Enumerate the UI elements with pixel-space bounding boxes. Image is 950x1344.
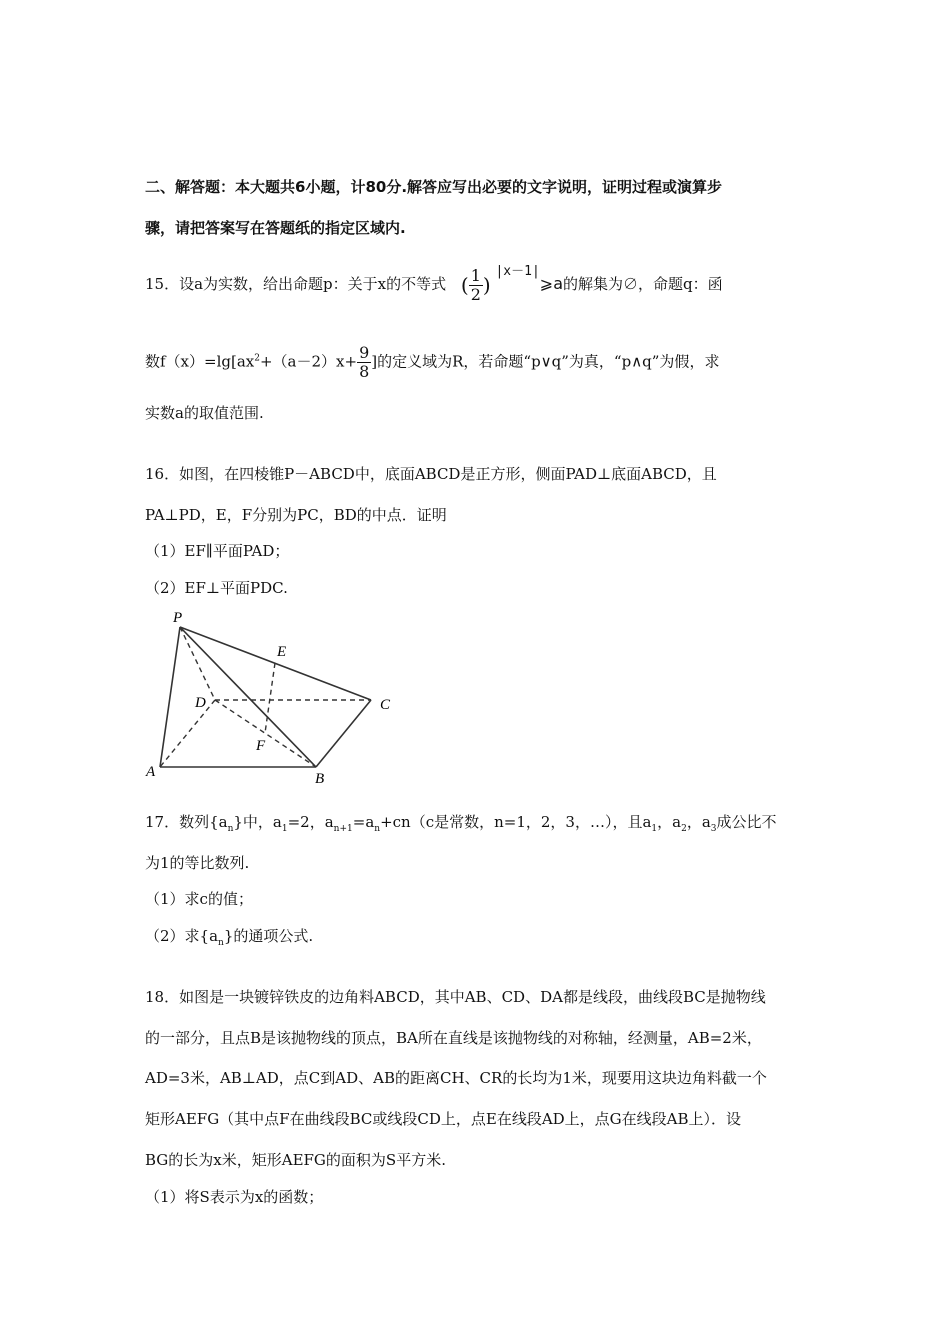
section-header-line1: 二、解答题：本大题共6小题，计80分.解答应写出必要的文字说明，证明过程或演算步 <box>145 178 723 196</box>
q17-line4: （2）求$\{a_n\}$的通项公式. <box>145 927 314 948</box>
label-F: F <box>256 738 266 754</box>
q15-after: 的解集为∅，命题q：函 <box>563 275 723 293</box>
label-C: C <box>380 697 391 713</box>
label-A: A <box>146 764 156 780</box>
q17-line1: 17．数列$\{a_n\}$中，$a_1=2$，$a_{n+1}=a_n+cn(c$是常数，n=1，2，3，…），且$a_1$，$a_2$，$a_3$成公比不 <box>145 813 777 834</box>
q18-line1: 18．如图是一块镀锌铁皮的边角料ABCD，其中AB、CD、DA都是线段，曲线段BC是抛物线 <box>145 988 766 1006</box>
q18-line4: 矩形AEFG（其中点F在曲线段BC或线段CD上，点E在线段AD上，点G在线段AB上）．设 <box>145 1110 742 1128</box>
q15-fraction: $\frac{1}{2}$ <box>470 265 481 304</box>
pyramid-figure <box>135 605 405 790</box>
q16-line3: （1）EF∥平面PAD； <box>145 542 290 560</box>
q15-exponent: |x－1| <box>495 264 540 279</box>
q17-line3: （1）求c的值； <box>145 890 253 908</box>
q18-line5: BG的长为x米，矩形AEFG的面积为S平方米. <box>145 1151 446 1169</box>
label-B: B <box>315 771 325 787</box>
q18-line6: （1）将S表示为x的函数； <box>145 1188 324 1206</box>
q15-intro: 15．设a为实数，给出命题p：关于x的不等式 <box>145 275 447 293</box>
q18-line3: AD=3米，AB⊥AD，点C到AD、AB的距离CH、CR的长均为1米，现要用这块边角料截一个 <box>145 1069 767 1087</box>
q15-line2: 数$f(x)=\lg[ax^2+(a-2)x+$ $\frac{9}{8}$ ]的定义域为R，若命题“p∨q”为真，“p∧q”为假，求 <box>145 343 720 381</box>
q18-line2: 的一部分，且点B是该抛物线的顶点，BA所在直线是该抛物线的对称轴，经测量，AB=2米， <box>145 1029 762 1047</box>
q16-line1: 16．如图，在四棱锥P－ABCD中，底面ABCD是正方形，侧面PAD⊥底面ABCD，且 <box>145 465 717 483</box>
q15-fraction2: $\frac{9}{8}$ <box>359 343 370 381</box>
q15-line3: 实数a的取值范围. <box>145 404 264 422</box>
label-D: D <box>195 695 206 711</box>
section-header-line2: 骤，请把答案写在答题纸的指定区域内. <box>145 219 406 237</box>
q16-line4: （2）EF⊥平面PDC. <box>145 579 288 597</box>
q15-geq: ⩾a <box>539 274 563 293</box>
q17-line2: 为1的等比数列. <box>145 854 250 872</box>
label-E: E <box>277 644 287 660</box>
q15-line1: 15．设a为实数，给出命题p：关于x的不等式 ( $\frac{1}{2}$ ) |x－1|⩾a的解集为∅，命题q：函 <box>145 264 723 304</box>
q16-line2: PA⊥PD，E，F分别为PC，BD的中点．证明 <box>145 506 447 524</box>
label-P: P <box>173 610 183 626</box>
